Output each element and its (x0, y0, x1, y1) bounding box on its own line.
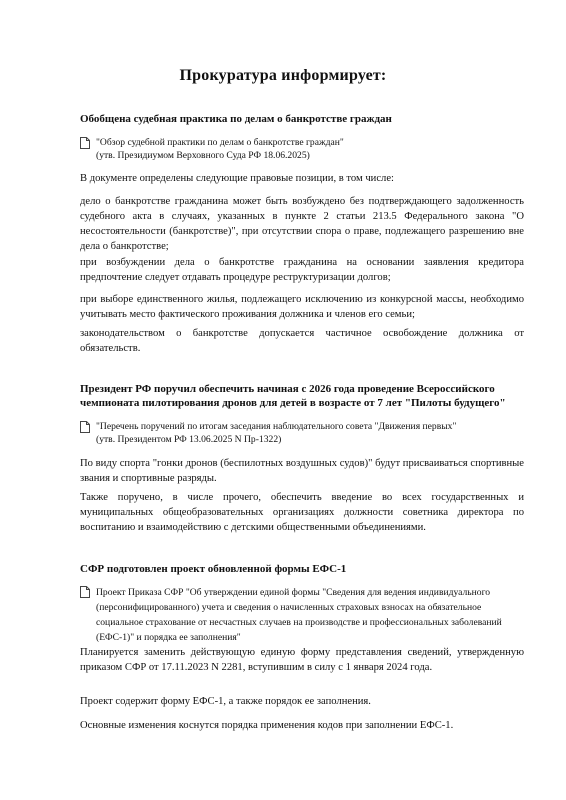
section-1-doc-title: "Обзор судебной практики по делам о банкротстве граждан" (96, 137, 344, 148)
section-1-paragraph: законодательством о банкротстве допускается частичное освобождение должника от обязательств. (80, 328, 524, 354)
section-3-paragraph: Основные изменения коснутся порядка применения кодов при заполнении ЕФС-1. (80, 720, 454, 731)
section-1-paragraph: при выборе единственного жилья, подлежащего исключению из конкурсной массы, необходимо учитывать место фактического проживания должника и членов его семьи; (80, 294, 524, 320)
section-3-heading: СФР подготовлен проект обновленной формы ЕФС-1 (80, 563, 347, 575)
document-icon (80, 421, 90, 433)
section-1-paragraph: дело о банкротстве гражданина может быть возбуждено без подтверждающего задолженность судебного акта в случаях, указанных в пункте 2 статьи 213.5 Федерального закона "О несостоятельности (банкротстве)", при отсутствии спора о праве, подлежащего разрешению вне дела о банкротстве; (80, 196, 524, 252)
section-2-doc-ref (80, 420, 528, 446)
page-title: Прокуратура информирует: (179, 67, 387, 84)
section-1-paragraph: при возбуждении дела о банкротстве гражданина на основании заявления кредитора предпочтение следует отдавать процедуре реструктуризации долгов; (80, 257, 524, 283)
section-2-doc-title: "Перечень поручений по итогам заседания наблюдательного совета "Движения первых" (96, 421, 457, 432)
section-2-paragraph: Также поручено, в числе прочего, обеспечить введение во всех государственных и муниципальных общеобразовательных организациях должности советника директора по воспитанию и взаимодействию с детскими общественными объединениями. (80, 492, 524, 533)
document-icon (80, 137, 90, 149)
section-3-paragraph: Планируется заменить действующую единую форму представления сведений, утвержденную приказом СФР от 17.11.2023 N 2281, вступившим в силу с 1 января 2024 года. (80, 647, 524, 673)
section-3-paragraph: Проект содержит форму ЕФС-1, а также порядок ее заполнения. (80, 696, 371, 707)
section-1-doc-sub: (утв. Президиумом Верховного Суда РФ 18.06.2025) (96, 150, 310, 161)
section-3-doc-ref (80, 585, 528, 645)
document-icon (80, 586, 90, 598)
section-1-doc-ref (80, 136, 528, 162)
section-2-heading: Президент РФ поручил обеспечить начиная с 2026 года проведение Всероссийского чемпионата пилотирования дронов для детей в возрасте от 7 лет "Пилоты будущего" (80, 383, 506, 409)
section-1-heading: Обобщена судебная практика по делам о банкротстве граждан (80, 113, 392, 125)
section-2-doc-sub: (утв. Президентом РФ 13.06.2025 N Пр-1322) (96, 434, 282, 445)
section-1-paragraph: В документе определены следующие правовые позиции, в том числе: (80, 173, 394, 184)
section-2-paragraph: По виду спорта "гонки дронов (беспилотных воздушных судов)" будут присваиваться спортивные звания и спортивные разряды. (80, 458, 524, 484)
section-3-doc-title: Проект Приказа СФР "Об утверждении единой формы "Сведения для ведения индивидуального (персонифицированного) учета и сведения о начисленных страховых взносах на обязательное социальное страхование от несчастных случаев на производстве и профессиональных заболеваний (ЕФС-1)" и порядка ее заполнения" (96, 587, 502, 643)
